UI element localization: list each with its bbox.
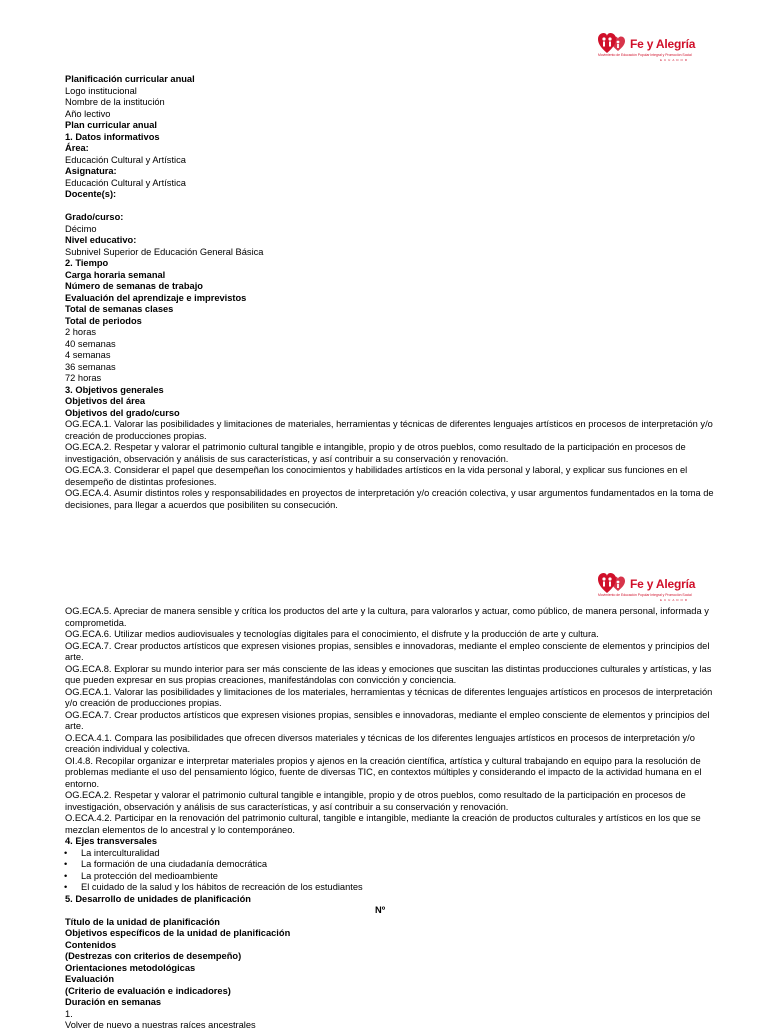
fe-y-alegria-logo (598, 33, 704, 63)
objective-paragraph: OG.ECA.2. Respetar y valorar el patrimonio cultural tangible e intangible, propio y de otros pueblos, como resultado de la participación en procesos de investigación, observación y análisis de sus características, y así contribuir a su conservación y renovación. (65, 442, 686, 464)
table-cell-line: Volver de nuevo a nuestras raíces ancestrales (65, 1020, 256, 1030)
bullet-text: La formación de una ciudadanía democrática (81, 859, 268, 869)
text-line: 36 semanas (65, 361, 116, 372)
objective-paragraph: OG.ECA.3. Considerar el papel que desempeñan los conocimientos y habilidades artísticos en la vida personal y laboral, y explicar sus funciones en el desempeño de distintas profesiones. (65, 465, 688, 487)
bullet-item (65, 871, 715, 883)
objective-paragraph: OG.ECA.1. Valorar las posibilidades y limitaciones de los materiales, herramientas y técnicas de diferentes lenguajes artísticos en procesos de interpretación y/o creación de producciones propias. (65, 686, 713, 708)
text-line: Educación Cultural y Artística (65, 177, 186, 188)
bullet-item (65, 882, 715, 894)
table-header-line: Título de la unidad de planificación (65, 916, 220, 927)
objective-paragraph: OG.ECA.7. Crear productos artísticos que expresen visiones propias, sensibles e innovadoras, mediante el empleo consciente de elementos y principios del arte. (65, 709, 710, 731)
heading-line: Evaluación del aprendizaje e imprevistos (65, 292, 247, 303)
heading-line: Objetivos del área (65, 396, 146, 406)
numero-label: Nº (375, 905, 386, 915)
bullet-text: El cuidado de la salud y los hábitos de recreación de los estudiantes (81, 882, 363, 892)
heading-line: Asignatura: (65, 166, 117, 176)
heading-line: Número de semanas de trabajo (65, 281, 203, 291)
bullet-item (65, 848, 715, 860)
objective-paragraph: OG.ECA.1. Valorar las posibilidades y limitaciones de materiales, herramientas y técnicas de diferentes lenguajes artísticos en procesos de interpretación y/o creación de producciones propias. (65, 419, 713, 441)
heading-line: Total de periodos (65, 315, 142, 326)
bullet-text: La protección del medioambiente (81, 870, 218, 881)
table-header-line: Duración en semanas (65, 997, 162, 1007)
table-header-line: (Criterio de evaluación e indicadores) (65, 985, 231, 996)
logo-tagline: Movimiento de Educación Popular Integral y Promoción Social (598, 593, 692, 597)
objective-paragraph: OG.ECA.8. Explorar su mundo interior para ser más consciente de las ideas y emociones que suscitan las distintas producciones culturales y artísticas, y las que pueden expresar en sus propias creaciones, manifestándolas con convicción y conciencia. (65, 663, 712, 685)
table-cell-line: 1. (65, 1008, 73, 1019)
table-header-line: Objetivos específicos de la unidad de planificación (65, 928, 291, 938)
heading-line: Grado/curso: (65, 212, 124, 222)
bullet-text: La interculturalidad (81, 847, 160, 858)
text-line: 2 horas (65, 327, 97, 337)
hearts-logo-icon (598, 33, 628, 55)
hearts-logo-icon (598, 573, 628, 595)
heading-line: 3. Objetivos generales (65, 384, 164, 395)
heading-line: Total de semanas clases (65, 304, 174, 314)
table-header-line: (Destrezas con criterios de desempeño) (65, 951, 242, 961)
table-header-line: Contenidos (65, 939, 117, 950)
text-line: Educación Cultural y Artística (65, 154, 186, 165)
objective-paragraph: OG.ECA.5. Apreciar de manera sensible y crítica los productos del arte y la cultura, para valorarlos y actuar, como público, de manera personal, informada y comprometida. (65, 606, 709, 628)
objective-paragraph: OI.4.8. Recopilar organizar e interpretar materiales propios y ajenos en la creación científica, artística y cultural trabajando en equipo para la resolución de problemas mediante el uso del pensamiento lógico, fuente de diversas TIC, en contextos múltiples y considerando el impacto de la actividad humana en el entorno. (65, 755, 702, 789)
table-header-line: Orientaciones metodológicas (65, 962, 196, 973)
heading-line: 2. Tiempo (65, 258, 109, 268)
logo-tagline: Movimiento de Educación Popular Integral y Promoción Social (598, 53, 692, 57)
text-line: 40 semanas (65, 338, 116, 349)
heading-line: Docente(s): (65, 189, 117, 199)
heading-line: Nivel educativo: (65, 235, 137, 245)
section-heading-unidades: 5. Desarrollo de unidades de planificación (65, 893, 251, 904)
page-2-content (65, 606, 715, 1032)
objective-paragraph: OG.ECA.2. Respetar y valorar el patrimonio cultural tangible e intangible, propio y de otros pueblos, como resultado de la participación en procesos de investigación, observación y análisis de sus características, y así contribuir a su conservación y renovación. (65, 790, 686, 812)
heading-line: Plan curricular anual (65, 120, 157, 130)
objective-paragraph: O.ECA.4.1. Compara las posibilidades que ofrecen diversos materiales y técnicas de los diferentes lenguajes artísticos en procesos de interpretación y/o creación individual y colectiva. (65, 732, 695, 754)
heading-line: Planificación curricular anual (65, 74, 195, 84)
bullet-icon: • (64, 859, 68, 869)
text-line: Décimo (65, 223, 97, 234)
section-heading-ejes: 4. Ejes transversales (65, 836, 158, 846)
text-line: 4 semanas (65, 350, 111, 360)
general-objectives (65, 419, 715, 511)
objectives-continued (65, 606, 715, 836)
heading-line: Objetivos del grado/curso (65, 407, 180, 418)
text-line: Año lectivo (65, 108, 111, 119)
objective-paragraph: OG.ECA.7. Crear productos artísticos que expresen visiones propias, sensibles e innovadoras, mediante el empleo consciente de elementos y principios del arte. (65, 640, 710, 662)
table-header-line: Evaluación (65, 974, 115, 984)
text-line: Logo institucional (65, 85, 137, 96)
text-line: Nombre de la institución (65, 97, 165, 107)
bullet-icon: • (64, 847, 68, 858)
objective-paragraph: OG.ECA.6. Utilizar medios audiovisuales y tecnologías digitales para el conocimiento, el disfrute y la producción de arte y cultura. (65, 629, 599, 639)
objective-paragraph: OG.ECA.4. Asumir distintos roles y responsabilidades en proyectos de interpretación y/o creación colectiva, y usar argumentos fundamentados en la toma de decisiones, para llegar a acuerdos que posibiliten su consecución. (65, 488, 714, 510)
bullet-icon: • (64, 870, 68, 881)
bullet-icon: • (64, 882, 68, 892)
bullet-item (65, 859, 715, 871)
fe-y-alegria-logo-page-2 (598, 573, 704, 603)
logo-country: ECUADOR (660, 58, 690, 62)
heading-line: Carga horaria semanal (65, 269, 166, 280)
page-1-content (65, 74, 715, 511)
text-line (65, 201, 715, 213)
objective-paragraph: O.ECA.4.2. Participar en la renovación del patrimonio cultural, tangible e intangible, mediante la creación de productos culturales y artísticos en los que se mezclan elementos de lo ancestral y lo contemporáneo. (65, 813, 701, 835)
heading-line: 1. Datos informativos (65, 131, 160, 142)
logo-brand-text: Fe y Alegría (630, 577, 696, 591)
heading-line: Área: (65, 143, 89, 153)
logo-country: ECUADOR (660, 598, 690, 602)
text-line: Subnivel Superior de Educación General Básica (65, 246, 264, 257)
logo-brand-text: Fe y Alegría (630, 37, 696, 51)
text-line: 72 horas (65, 373, 102, 383)
